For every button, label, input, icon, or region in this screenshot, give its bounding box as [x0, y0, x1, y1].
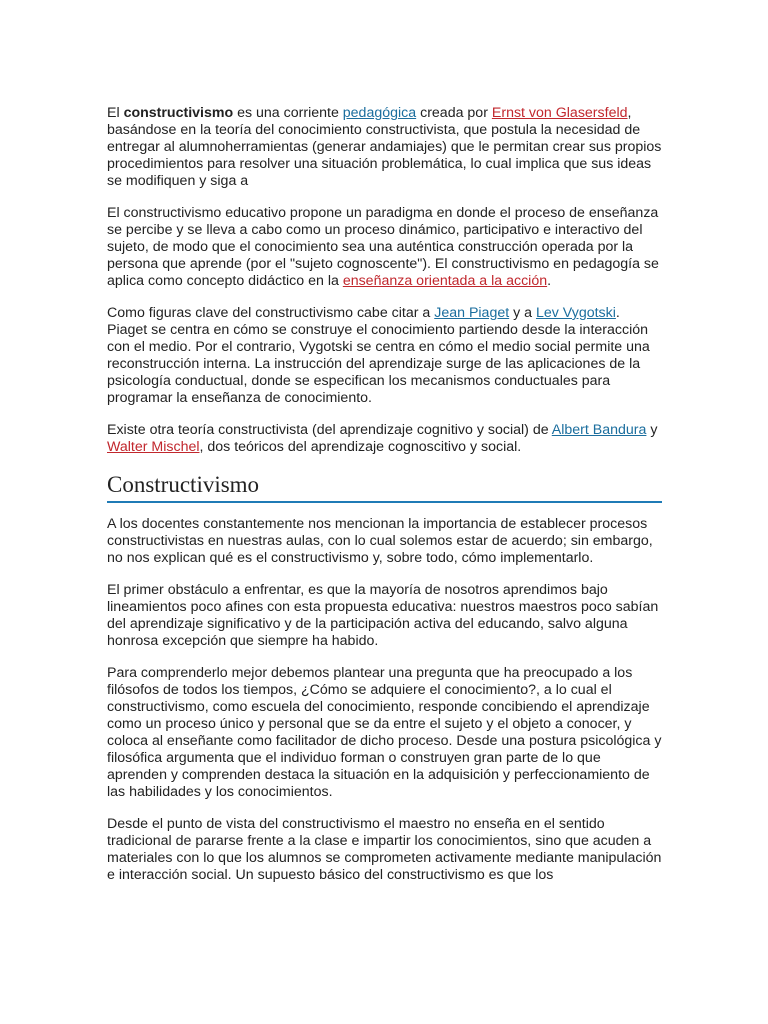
document-page — [107, 105, 663, 899]
paragraph-otra-teoria: Existe otra teoría constructivista (del aprendizaje cognitivo y social) de Albert Bandura y Walter Mischel, dos teóricos del aprendizaje cognoscitivo y social. — [107, 422, 658, 455]
paragraph-punto-de-vista: Desde el punto de vista del constructivismo el maestro no enseña en el sentido tradicional de pararse frente a la clase e impartir los conocimientos, sino que acuden a materiales con lo que los alumnos se comprometen activamente mediante manipulación e interacción social. Un supuesto básico del constructivismo es que los — [107, 816, 662, 883]
paragraph-intro: El constructivismo es una corriente pedagógica creada por Ernst von Glasersfeld, basándose en la teoría del conocimiento constructivista, que postula la necesidad de entregar al alumnoherramientas (generar andamiajes) que le permitan crear sus propios procedimientos para resolver una situación problemática, lo cual implica que sus ideas se modifiquen y siga a — [107, 105, 662, 189]
link-albert-bandura[interactable]: Albert Bandura — [551, 422, 647, 438]
paragraph-comprenderlo: Para comprenderlo mejor debemos plantear una pregunta que ha preocupado a los filósofos de todos los tiempos, ¿Cómo se adquiere el conocimiento?, a lo cual el constructivismo, como escuela del conocimiento, responde concibiendo el aprendizaje como un proceso único y personal que se da entre el sujeto y el objeto a conocer, y coloca al enseñante como facilitador de dicho proceso. Desde una postura psicológica y filosófica argumenta que el individuo forman o construyen gran parte de lo que aprenden y comprenden destaca la situación en la adquisición y perfeccionamiento de las habilidades y los conocimientos. — [107, 665, 662, 800]
paragraph-figuras-clave: Como figuras clave del constructivismo cabe citar a Jean Piaget y a Lev Vygotski. Piaget se centra en cómo se construye el conocimiento partiendo desde la interacción con el medio. Por el contrario, Vygotski se centra en cómo el medio social permite una reconstrucción interna. La instrucción del aprendizaje surge de las aplicaciones de la psicología conductual, donde se especifican los mecanismos conductuales para programar la enseñanza de conocimiento. — [107, 305, 650, 406]
link-ensenanza-orientada-accion[interactable]: enseñanza orientada a la acción — [342, 273, 548, 289]
link-pedagogica[interactable]: pedagógica — [342, 105, 417, 121]
heading-rule — [107, 501, 662, 503]
paragraph-primer-obstaculo: El primer obstáculo a enfrentar, es que la mayoría de nosotros aprendimos bajo lineamientos poco afines con esta propuesta educativa: nuestros maestros poco sabían del aprendizaje significativo y de la participación activa del educando, salvo alguna honrosa excepción que siempre ha habido. — [107, 582, 659, 649]
link-walter-mischel[interactable]: Walter Mischel — [107, 439, 200, 455]
paragraph-docentes: A los docentes constantemente nos mencionan la importancia de establecer procesos constructivistas en nuestras aulas, con lo cual solemos estar de acuerdo; sin embargo, no nos explican qué es el constructivismo y, sobre todo, cómo implementarlo. — [107, 516, 653, 566]
link-ernst-von-glasersfeld[interactable]: Ernst von Glasersfeld — [491, 105, 628, 121]
link-lev-vygotski[interactable]: Lev Vygotski — [535, 305, 616, 321]
paragraph-educativo: El constructivismo educativo propone un paradigma en donde el proceso de enseñanza se percibe y se lleva a cabo como un proceso dinámico, participativo e interactivo del sujeto, de modo que el conocimiento sea una auténtica construcción operada por la persona que aprende (por el "sujeto cognoscente"). El constructivismo en pedagogía se aplica como concepto didáctico en la enseñanza orientada a la acción. — [107, 205, 659, 289]
term-constructivismo: constructivismo — [123, 105, 234, 121]
link-jean-piaget[interactable]: Jean Piaget — [434, 305, 510, 321]
section-heading: Constructivismo — [107, 472, 260, 497]
